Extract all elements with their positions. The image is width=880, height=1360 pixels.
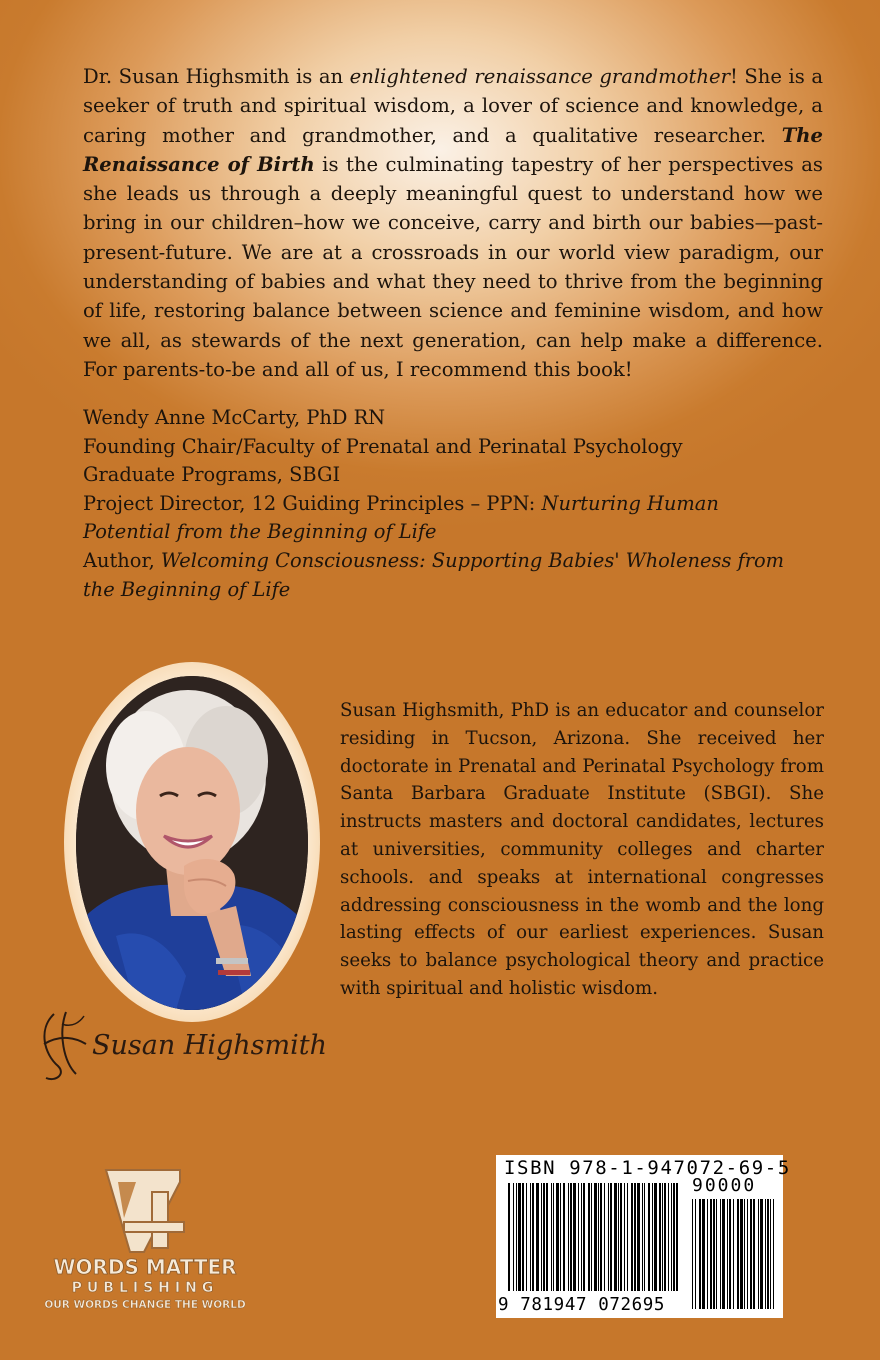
signature-graphic <box>36 1004 356 1084</box>
signature-text: Susan Highsmith <box>92 1030 327 1061</box>
blurb-emphasis: enlightened renaissance grandmother <box>349 65 730 88</box>
endorser-credentials <box>83 404 843 604</box>
endorsement-blurb <box>83 62 823 384</box>
isbn-number: ISBN 978-1-947072-69-5 <box>504 1157 791 1179</box>
endorser-role-3-title: Nurturing Human <box>541 491 719 515</box>
endorser-author-title: Welcoming Consciousness: Supporting Babies' Wholeness from <box>160 548 785 572</box>
endorser-role-2: Graduate Programs, SBGI <box>83 463 341 487</box>
endorser-role-3 <box>83 490 843 519</box>
price-addon: 90000 <box>692 1175 757 1196</box>
author-portrait <box>76 676 308 1010</box>
publisher-tagline: OUR WORDS CHANGE THE WORLD <box>44 1299 246 1311</box>
publisher-logo <box>40 1162 250 1322</box>
endorser-name: Wendy Anne McCarty, PhD RN <box>83 406 386 429</box>
isbn-barcode <box>496 1155 791 1318</box>
endorser-role-3-cont <box>83 518 843 547</box>
barcode-bars <box>496 1155 783 1318</box>
publisher-logo-graphic <box>40 1162 250 1322</box>
blurb-text-3: is the culminating tapestry of her perspectives as she leads us through a deeply meaningful quest to understand how we bring in our children–how we conceive, carry and birth our babies—past-present-future. We are at a crossroads in our world view paradigm, our understanding of babies and what they need to thrive from the beginning of life, restoring balance between science and feminine wisdom, and how we all, as stewards of the next generation, can help make a difference. For parents-to-be and all of us, I recommend this book! <box>83 152 823 381</box>
endorser-author-cont <box>83 576 843 605</box>
book-title: The Renaissance of Birth <box>83 123 823 176</box>
endorser-author-title-cont: the Beginning of Life <box>83 577 291 601</box>
publisher-name: WORDS MATTER <box>53 1255 237 1279</box>
author-signature <box>36 1004 356 1084</box>
endorser-author-prefix: Author, <box>83 548 161 572</box>
author-portrait-illustration <box>76 676 308 1010</box>
endorser-role-3-title-cont: Potential from the Beginning of Life <box>83 520 437 544</box>
author-bio: Susan Highsmith, PhD is an educator and counselor residing in Tucson, Arizona. She received her doctorate in Prenatal and Perinatal Psychology from Santa Barbara Graduate Institute (SBGI). She instructs masters and doctoral candidates, lectures at universities, community colleges and charter schools. and speaks at international congresses addressing consciousness in the womb and the long lasting effects of our earliest experiences. Susan seeks to balance psychological theory and practice with spiritual and holistic wisdom. <box>340 700 824 999</box>
ean-number: 9 781947 072695 <box>498 1295 666 1315</box>
endorser-role-1: Founding Chair/Faculty of Prenatal and Perinatal Psychology <box>83 434 683 458</box>
endorser-role-3-prefix: Project Director, 12 Guiding Principles – PPN: <box>83 491 542 515</box>
blurb-text-2: ! She is a seeker of truth and spiritual wisdom, a lover of science and knowledge, a caring mother and grandmother, and a qualitative researcher. <box>83 65 823 147</box>
publisher-sub: PUBLISHING <box>71 1280 219 1296</box>
blurb-text-1: Dr. Susan Highsmith is an <box>83 65 350 88</box>
endorser-author <box>83 547 843 576</box>
